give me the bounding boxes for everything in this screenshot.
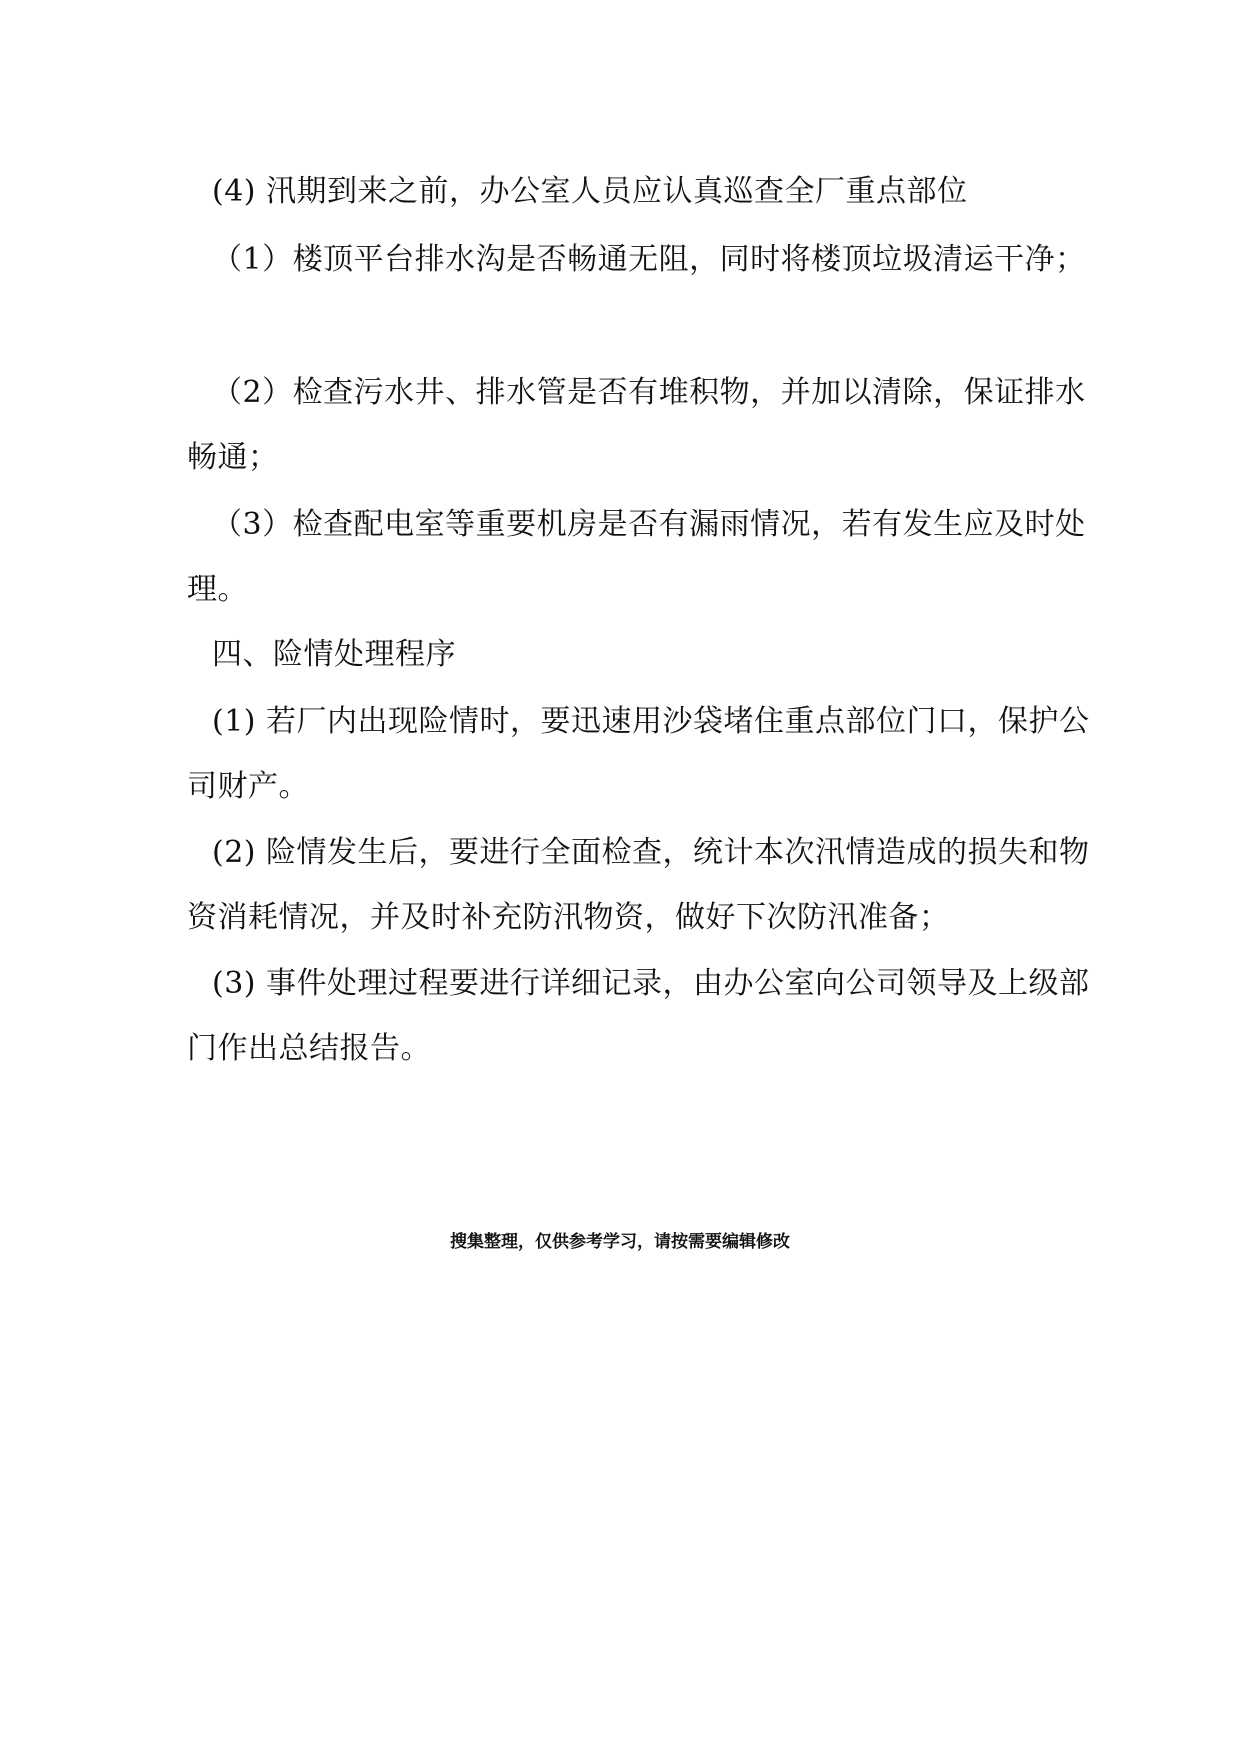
procedure-item-2: (2) 险情发生后，要进行全面检查，统计本次汛情造成的损失和物 [212,835,1090,870]
procedure-item-3-cont: 门作出总结报告。 [187,1031,431,1066]
inspection-item-3: （3）检查配电室等重要机房是否有漏雨情况，若有发生应及时处 [212,507,1086,542]
procedure-item-1: (1) 若厂内出现险情时，要迅速用沙袋堵住重点部位门口，保护公 [212,704,1090,739]
inspection-item-2-cont: 畅通； [187,440,279,475]
inspection-item-3-cont: 理。 [187,572,248,607]
procedure-item-1-cont: 司财产。 [187,769,309,804]
inspection-item-2: （2）检查污水井、排水管是否有堆积物，并加以清除，保证排水 [212,375,1086,410]
footer-note: 搜集整理，仅供参考学习，请按需要编辑修改 [450,1232,790,1252]
inspection-item-1: （1）楼顶平台排水沟是否畅通无阻，同时将楼顶垃圾清运干净； [212,242,1086,277]
procedure-item-3: (3) 事件处理过程要进行详细记录，由办公室向公司领导及上级部 [212,966,1090,1001]
flood-inspection-heading: (4) 汛期到来之前，办公室人员应认真巡查全厂重点部位 [212,174,968,209]
procedure-item-2-cont: 资消耗情况，并及时补充防汛物资，做好下次防汛准备； [187,900,950,935]
section-heading-danger-procedure: 四、险情处理程序 [212,637,456,672]
